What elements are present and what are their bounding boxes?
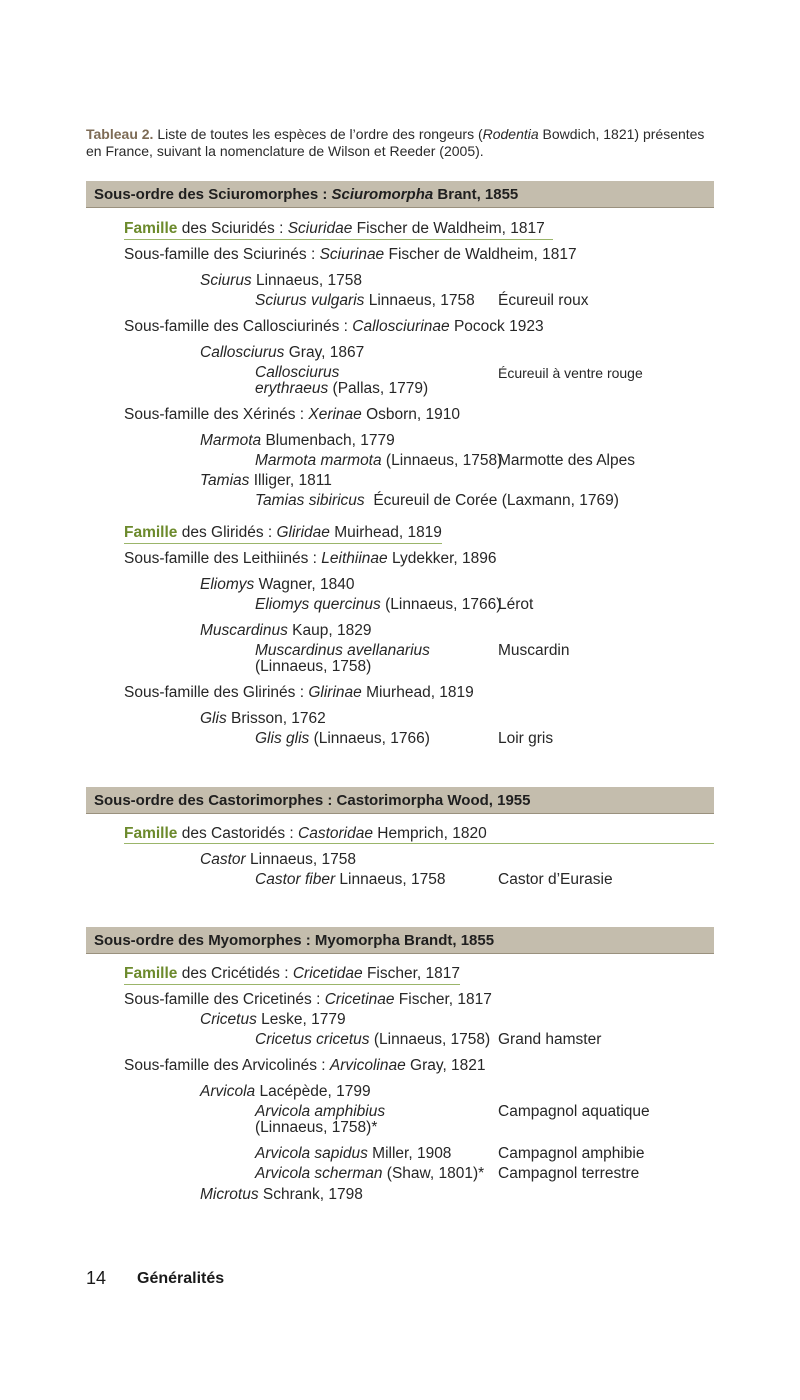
genus-sciurus [200, 271, 362, 290]
genus-cricetus [200, 1010, 346, 1029]
header-text: Brant, 1855 [433, 186, 519, 203]
family-italic: Castoridae [298, 825, 373, 842]
genus-italic: Arvicola [200, 1083, 256, 1100]
family-italic: Gliridae [276, 524, 330, 541]
subfamily-italic: Sciurinae [319, 246, 385, 263]
genus-text: Leske, 1779 [256, 1011, 346, 1028]
subfamily-arvicolinae [124, 1056, 486, 1075]
subfamily-italic: Leithiinae [321, 550, 388, 567]
species-italic: Eliomys quercinus [255, 596, 381, 613]
family-cricetidae [124, 964, 460, 985]
genus-italic: Sciurus [200, 272, 252, 289]
family-text: Muirhead, 1819 [329, 524, 442, 541]
species-italic: Cricetus cricetus [255, 1031, 370, 1048]
genus-italic: Glis [200, 710, 227, 727]
page-number: 14 [86, 1268, 107, 1288]
common-name: Campagnol terrestre [498, 1165, 640, 1182]
genus-text: Wagner, 1840 [254, 576, 355, 593]
species-tamias-sibiricus [255, 491, 619, 510]
common-name: Campagnol aquatique [498, 1103, 650, 1120]
species-arvicola-scherman [255, 1164, 484, 1183]
subfamily-text: Pocock 1923 [449, 318, 544, 335]
caption-label: Tableau 2. [86, 126, 154, 142]
subfamily-xerinae [124, 405, 460, 424]
common-name: Écureuil à ventre rouge [498, 365, 643, 381]
common-name: Écureuil de Corée [373, 492, 498, 509]
suborder-header-castorimorpha: Sous-ordre des Castorimorphes : Castorimorpha Wood, 1955 [86, 787, 714, 814]
family-text: Fischer de Waldheim, 1817 [352, 220, 545, 237]
genus-italic: Cricetus [200, 1011, 257, 1028]
family-text: Hemprich, 1820 [373, 825, 487, 842]
genus-italic: Eliomys [200, 576, 255, 593]
genus-text: Linnaeus, 1758 [245, 851, 356, 868]
species-text: (Linnaeus, 1758) [369, 1031, 491, 1048]
species-text: Miller, 1908 [367, 1145, 452, 1162]
species-text: Linnaeus, 1758 [364, 292, 475, 309]
family-text: Fischer, 1817 [362, 965, 460, 982]
subfamily-text: Sous-famille des Leithiinés : [124, 550, 322, 567]
species-castor-fiber [255, 870, 445, 889]
genus-text: Schrank, 1798 [258, 1186, 363, 1203]
species-text: (Pallas, 1779) [328, 380, 429, 397]
subfamily-italic: Cricetinae [324, 991, 395, 1008]
header-text: Sous-ordre des Sciuromorphes : [94, 186, 332, 203]
family-text: des Sciuridés : [177, 220, 288, 237]
table-caption [86, 126, 726, 160]
caption-text: Bowdich, 1821) présentes [538, 126, 705, 142]
subfamily-text: Sous-famille des Callosciurinés : [124, 318, 353, 335]
common-name: Lérot [498, 596, 534, 613]
genus-text: Brisson, 1762 [226, 710, 326, 727]
subfamily-text: Sous-famille des Cricetinés : [124, 991, 325, 1008]
species-italic: Tamias sibiricus [255, 492, 365, 509]
species-italic: Arvicola sapidus [255, 1145, 368, 1162]
genus-glis [200, 709, 326, 728]
species-italic: Sciurus vulgaris [255, 292, 365, 309]
genus-text: Gray, 1867 [284, 344, 365, 361]
caption-line-2: en France, suivant la nomenclature de Wilson et Reeder (2005). [86, 143, 484, 159]
family-text: des Gliridés : [177, 524, 277, 541]
genus-italic: Callosciurus [200, 344, 285, 361]
family-castoridae [124, 824, 487, 843]
genus-text: Lacépède, 1799 [255, 1083, 371, 1100]
subfamily-text: Osborn, 1910 [361, 406, 461, 423]
subfamily-text: Sous-famille des Sciurinés : [124, 246, 320, 263]
subfamily-cricetinae [124, 990, 492, 1009]
subfamily-text: Lydekker, 1896 [387, 550, 497, 567]
species-author: (Linnaeus, 1758)* [255, 1119, 378, 1136]
species-callosciurus-line1: Callosciurus [255, 364, 340, 381]
species-cricetus-cricetus [255, 1030, 490, 1049]
genus-italic: Castor [200, 851, 246, 868]
species-arvicola-amphibius: Arvicola amphibius [255, 1103, 386, 1120]
species-text: (Linnaeus, 1766) [380, 596, 502, 613]
genus-text: Linnaeus, 1758 [251, 272, 363, 289]
species-muscardinus-avellanarius: Muscardinus avellanarius [255, 642, 430, 659]
genus-castor [200, 850, 356, 869]
subfamily-text: Gray, 1821 [405, 1057, 486, 1074]
genus-microtus [200, 1185, 363, 1204]
species-italic: Marmota marmota [255, 452, 382, 469]
genus-italic: Tamias [200, 472, 250, 489]
species-text: (Linnaeus, 1758) [381, 452, 503, 469]
common-name: Grand hamster [498, 1031, 602, 1048]
genus-eliomys [200, 575, 355, 594]
species-italic: Castor fiber [255, 871, 336, 888]
subfamily-sciurinae [124, 245, 577, 264]
species-glis-glis [255, 729, 430, 748]
family-italic: Sciuridae [287, 220, 353, 237]
header-italic: Sciuromorpha [331, 186, 434, 203]
species-italic: erythraeus [255, 380, 329, 397]
subfamily-italic: Glirinae [308, 684, 362, 701]
caption-italic: Rodentia [482, 126, 539, 142]
family-sciuridae [124, 219, 553, 240]
species-italic: Arvicola scherman [255, 1165, 383, 1182]
suborder-header-myomorpha: Sous-ordre des Myomorphes : Myomorpha Brandt, 1855 [86, 927, 714, 954]
species-italic: Glis glis [255, 730, 310, 747]
genus-italic: Muscardinus [200, 622, 288, 639]
caption-text: Liste de toutes les espèces de l’ordre des rongeurs ( [153, 126, 483, 142]
common-name: Muscardin [498, 642, 570, 659]
family-text: des Cricétidés : [177, 965, 293, 982]
family-underline [124, 843, 714, 844]
species-text: (Linnaeus, 1766) [309, 730, 430, 747]
common-name: Écureuil roux [498, 292, 589, 309]
genus-italic: Marmota [200, 432, 262, 449]
subfamily-italic: Callosciurinae [352, 318, 450, 335]
genus-text: Illiger, 1811 [249, 472, 332, 489]
common-name: Loir gris [498, 730, 554, 747]
species-eliomys-quercinus [255, 595, 501, 614]
species-arvicola-sapidus [255, 1144, 451, 1163]
family-word: Famille [124, 524, 178, 541]
subfamily-text: Fischer de Waldheim, 1817 [384, 246, 577, 263]
genus-text: Blumenbach, 1779 [261, 432, 395, 449]
species-marmota-marmota [255, 451, 502, 470]
subfamily-italic: Xerinae [308, 406, 362, 423]
family-word: Famille [124, 965, 178, 982]
genus-italic: Microtus [200, 1186, 259, 1203]
subfamily-callosciurinae [124, 317, 544, 336]
subfamily-italic: Arvicolinae [329, 1057, 406, 1074]
family-gliridae [124, 523, 442, 544]
species-sciurus-vulgaris [255, 291, 475, 310]
genus-tamias [200, 471, 332, 490]
subfamily-text: Sous-famille des Xérinés : [124, 406, 309, 423]
species-text: (Laxmann, 1769) [501, 492, 619, 509]
section-title: Généralités [137, 1270, 225, 1287]
common-name: Marmotte des Alpes [498, 452, 635, 469]
subfamily-text: Sous-famille des Arvicolinés : [124, 1057, 330, 1074]
family-word: Famille [124, 220, 178, 237]
subfamily-text: Miurhead, 1819 [361, 684, 474, 701]
common-name: Castor d’Eurasie [498, 871, 613, 888]
suborder-header-sciuromorpha [86, 181, 714, 208]
genus-arvicola [200, 1082, 371, 1101]
genus-marmota [200, 431, 395, 450]
family-italic: Cricetidae [292, 965, 363, 982]
genus-text: Kaup, 1829 [287, 622, 372, 639]
species-text: (Shaw, 1801)* [382, 1165, 485, 1182]
caption-line-1 [86, 126, 726, 143]
common-name: Campagnol amphibie [498, 1145, 645, 1162]
genus-muscardinus [200, 621, 371, 640]
subfamily-leithiinae [124, 549, 497, 568]
genus-callosciurus [200, 343, 364, 362]
species-callosciurus-line2 [255, 379, 428, 398]
family-text: des Castoridés : [177, 825, 299, 842]
subfamily-text: Sous-famille des Glirinés : [124, 684, 309, 701]
species-author: (Linnaeus, 1758) [255, 658, 372, 675]
subfamily-text: Fischer, 1817 [394, 991, 492, 1008]
subfamily-glirinae [124, 683, 474, 702]
species-text: Linnaeus, 1758 [335, 871, 446, 888]
family-word: Famille [124, 825, 178, 842]
